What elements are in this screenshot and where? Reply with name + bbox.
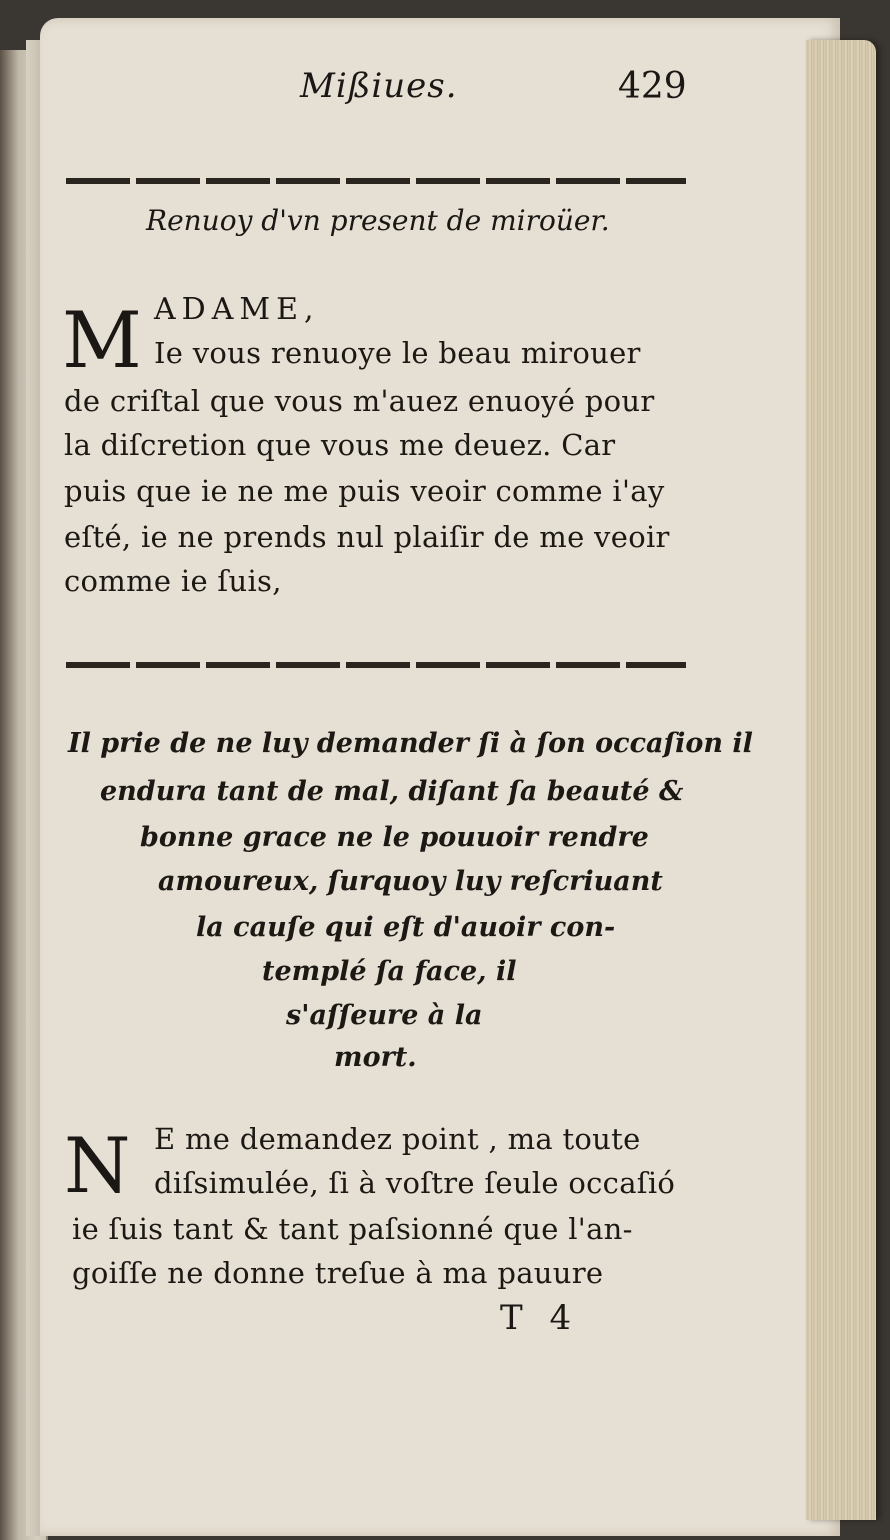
letter2-heading-line: bonne grace ne le pouuoir rendre [140, 822, 649, 853]
running-head: Mißiues. [300, 66, 458, 106]
page-header [300, 66, 700, 116]
letter2-heading-line: templé ſa face, il [262, 956, 517, 987]
letter-title: Renuoy d'vn present de miroüer. [146, 204, 610, 237]
dropcap-n: N [64, 1121, 131, 1210]
ornamental-rule-middle [66, 662, 686, 668]
letter1-line: de criſtal que vous m'auez enuoyé pour [64, 384, 655, 418]
catchword-signature: T 4 [500, 1298, 580, 1338]
page-number: 429 [618, 66, 687, 107]
letter1-line: comme ie ſuis, [64, 564, 282, 598]
letter2-heading-line: mort. [334, 1042, 417, 1073]
letter2-line: diſsimulée, ſi à voſtre ſeule occaſió [154, 1166, 676, 1200]
page-block-edge [806, 40, 876, 1520]
letter2-heading-line: endura tant de mal, diſant ſa beauté & [100, 776, 684, 807]
letter2-heading-line: la cauſe qui eſt d'auoir con- [196, 912, 616, 943]
letter2-heading-line: amoureux, ſurquoy luy reſcriuant [158, 866, 663, 897]
letter2-line: E me demandez point , ma toute [154, 1122, 641, 1156]
letter1-line: eſté, ie ne prends nul plaiſir de me veoir [64, 520, 670, 554]
letter2-heading-line: s'aſſeure à la [286, 1000, 483, 1031]
letter1-line: Ie vous renuoye le beau mirouer [154, 336, 641, 370]
letter1-line: la diſcretion que vous me deuez. Car [64, 428, 616, 462]
dropcap-m: M [62, 296, 142, 386]
letter2-line: goiſſe ne donne treſue à ma pauure [72, 1256, 604, 1290]
letter2-line: ie ſuis tant & tant paſsionné que l'an- [72, 1212, 633, 1246]
ornamental-rule-top [66, 178, 686, 184]
salutation: ADAME, [154, 292, 320, 327]
letter1-line: puis que ie ne me puis veoir comme i'ay [64, 474, 665, 508]
letter2-heading-line: Il prie de ne luy demander ſi à ſon occaſion il [68, 728, 753, 759]
